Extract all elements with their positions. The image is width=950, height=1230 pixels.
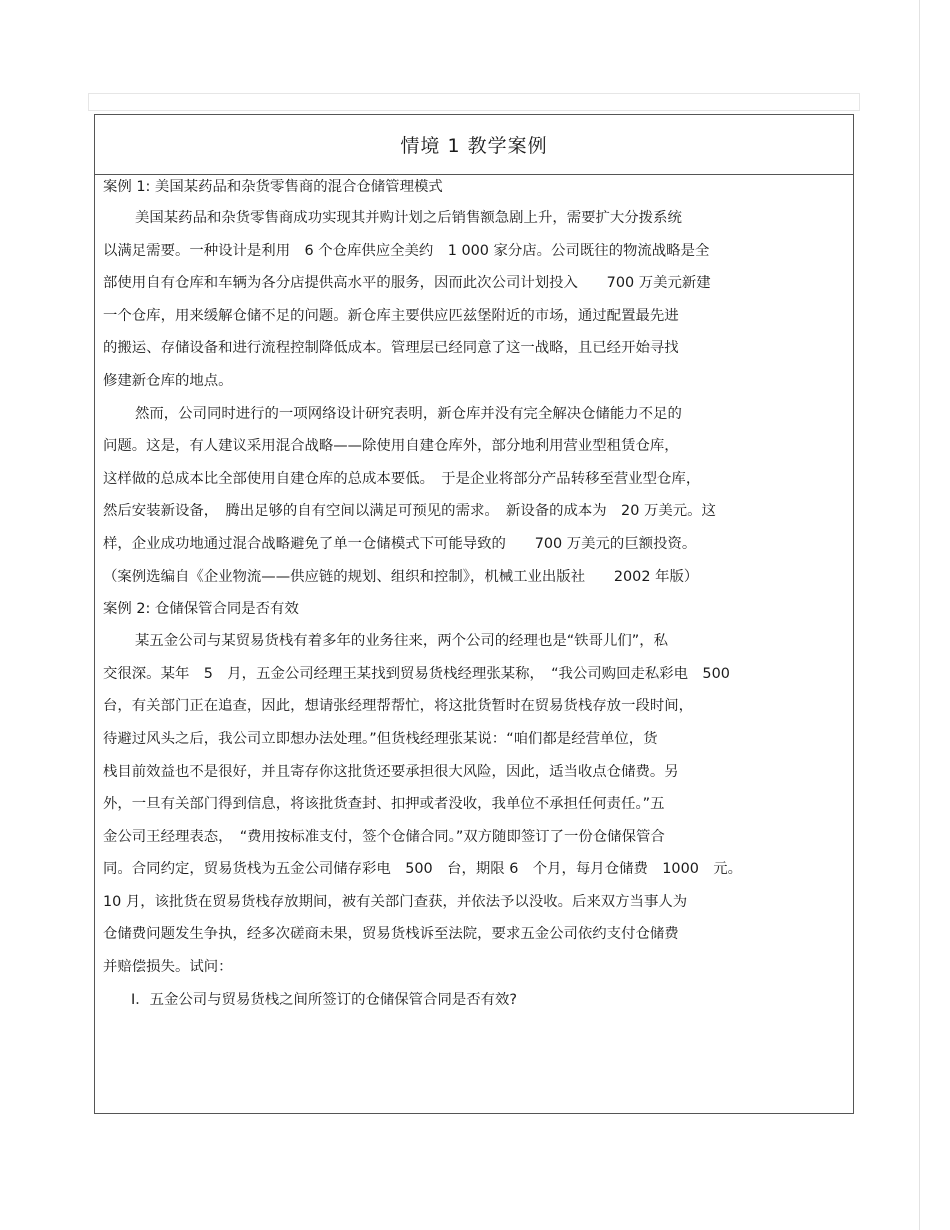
case1-line: 修建新仓库的地点。 [103,372,233,389]
case2-line: 同。合同约定，贸易货栈为五金公司储存彩电 500 台，期限 6 个月，每月仓储费 1000 元。 [103,861,743,878]
case2-line: 并赔偿损失。试问： [103,959,233,976]
case1-line: 问题。这是，有人建议采用混合战略——除使用自建仓库外，部分地利用营业型租赁仓库， [103,438,679,455]
case1-heading: 案例 1: 美国某药品和杂货零售商的混合仓储管理模式 [103,179,443,195]
case2-line: 10 月，该批货在贸易货栈存放期间，被有关部门查获，并依法予以没收。后来双方当事人为 [103,893,688,910]
case2-line: 仓储费问题发生争执，经多次磋商未果，贸易货栈诉至法院，要求五金公司依约支付仓储费 [103,926,679,943]
case2-heading: 案例 2: 仓储保管合同是否有效 [103,601,299,618]
case1-line: 部使用自有仓库和车辆为各分店提供高水平的服务，因而此次公司计划投入 700 万美元新建 [103,275,711,292]
case1-line: 然而，公司同时进行的一项网络设计研究表明，新仓库并没有完全解决仓储能力不足的 [135,405,682,422]
case2-line: 金公司王经理表态， “费用按标准支付，签个仓储合同。”双方随即签订了一份仓储保管合 [103,828,665,845]
page-title: 情境 1 教学案例 [400,135,548,157]
case2-line: 栈目前效益也不是很好，并且寄存你这批货还要承担很大风险，因此，适当收点仓储费。另 [103,763,679,780]
case1-line: 这样做的总成本比全部使用自建仓库的总成本要低。 于是企业将部分产品转移至营业型仓库， [103,470,701,487]
case2-line: 外，一旦有关部门得到信息，将该批货查封、扣押或者没收，我单位不承担任何责任。”五 [103,796,665,813]
page-edge-rule [919,0,920,1230]
content-body [95,176,853,1016]
title-cell [95,115,853,175]
case1-line: 然后安装新设备， 腾出足够的自有空间以满足可预见的需求。 新设备的成本为 20 万美元。这 [103,503,716,520]
case1-line: 美国某药品和杂货零售商成功实现其并购计划之后销售额急剧上升，需要扩大分拨系统 [135,210,682,226]
case2-line: 交很深。某年 5 月，五金公司经理王某找到贸易货栈经理张某称， “我公司购回走私彩电 500 [103,665,730,682]
case2-line: 某五金公司与某贸易货栈有着多年的业务往来，两个公司的经理也是“铁哥儿们”，私 [135,633,668,650]
case1-line: 以满足需要。一种设计是利用 6 个仓库供应全美约 1 000 家分店。公司既往的物流战略是全 [103,242,710,259]
case1-line: 一个仓库，用来缓解仓储不足的问题。新仓库主要供应匹兹堡附近的市场，通过配置最先进 [103,307,679,324]
case2-question: Ⅰ．五金公司与贸易货栈之间所签订的仓储保管合同是否有效? [131,991,518,1008]
case2-line: 待避过风头之后，我公司立即想办法处理。”但货栈经理张某说：“咱们都是经营单位，货 [103,730,658,747]
case1-line: 的搬运、存储设备和进行流程控制降低成本。管理层已经同意了这一战略，且已经开始寻找 [103,340,679,357]
case1-line: 样，企业成功地通过混合战略避免了单一仓储模式下可能导致的 700 万美元的巨额投资。 [103,535,697,552]
case2-line: 台，有关部门正在追查，因此，想请张经理帮帮忙，将这批货暂时在贸易货栈存放一段时间， [103,698,694,715]
document-frame [94,114,854,1114]
case1-source: （案例选编自《企业物流——供应链的规划、组织和控制》，机械工业出版社 2002 年版） [103,568,699,585]
header-strip [88,93,860,111]
